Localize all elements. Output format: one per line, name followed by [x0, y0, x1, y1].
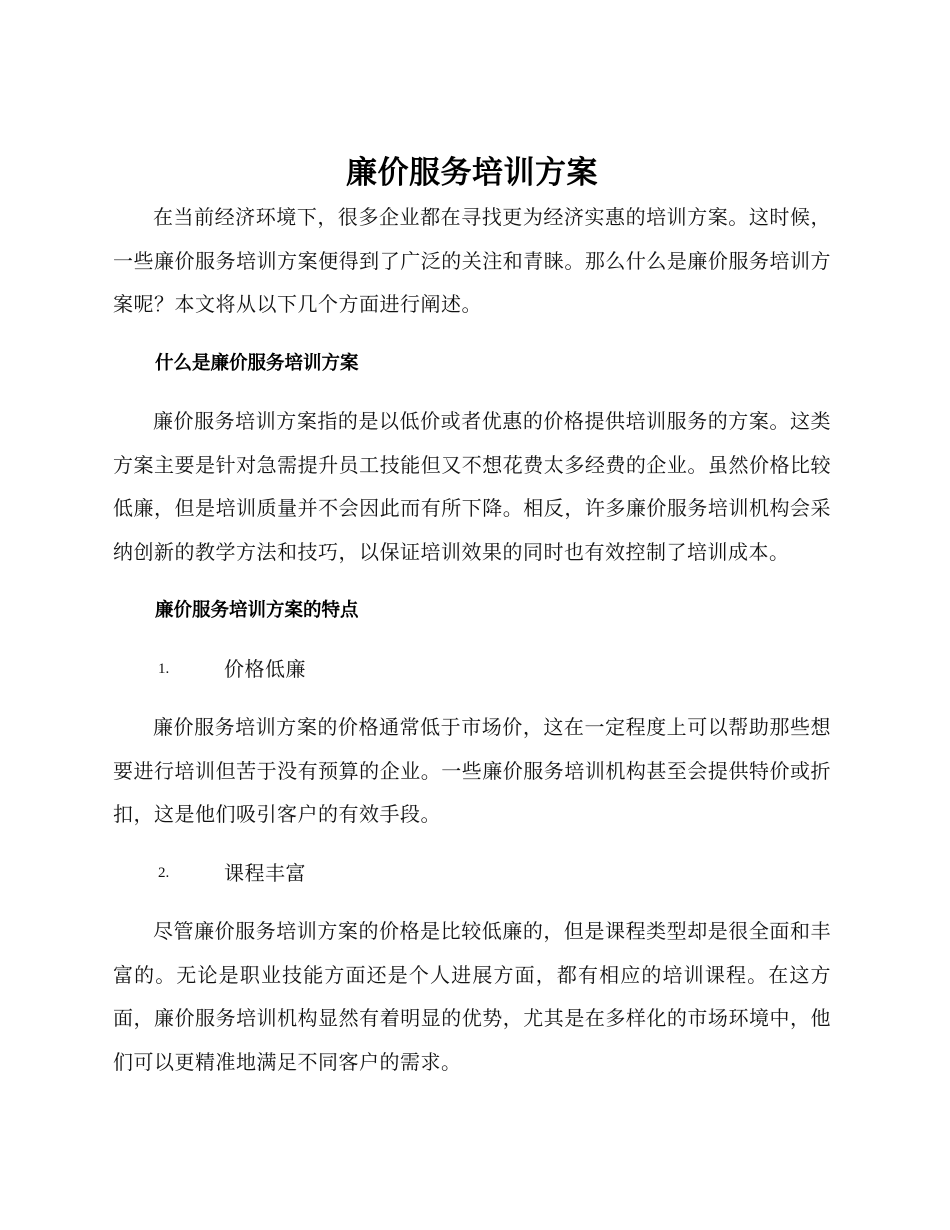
spacer — [113, 895, 831, 910]
list-body-courses: 尽管廉价服务培训方案的价格是比较低廉的，但是课程类型却是很全面和丰富的。无论是职业技能方面还是个人进展方面，都有相应的培训课程。在这方面，廉价服务培训机构显然有着明显的优势，尤其是在多样化的市场环境中，他们可以更精准地满足不同客户的需求。 — [113, 919, 831, 1074]
section-body-what-is: 廉价服务培训方案指的是以低价或者优惠的价格提供培训服务的方案。这类方案主要是针对急需提升员工技能但又不想花费太多经费的企业。虽然价格比较低廉，但是培训质量并不会因此而有所下降。相反，许多廉价服务培训机构会采纳创新的教学方法和技巧，以保证培训效果的同时也有效控制了培训成本。 — [113, 409, 831, 564]
list-number: 1. — [158, 660, 170, 677]
spacer — [113, 385, 831, 400]
section-heading-what-is: 什么是廉价服务培训方案 — [155, 352, 359, 374]
document-content — [113, 150, 831, 1084]
document-title: 廉价服务培训方案 — [346, 155, 598, 191]
spacer — [113, 691, 831, 706]
list-item-courses — [113, 852, 831, 896]
spacer — [113, 837, 831, 852]
list-label: 课程丰富 — [224, 860, 306, 885]
section-heading-features: 廉价服务培训方案的特点 — [155, 600, 359, 621]
spacer — [113, 633, 831, 648]
list-item-price — [113, 648, 831, 692]
list-body-price: 廉价服务培训方案的价格通常低于市场价，这在一定程度上可以帮助那些想要进行培训但苦于没有预算的企业。一些廉价服务培训机构甚至会提供特价或折扣，这是他们吸引客户的有效手段。 — [113, 715, 831, 826]
list-label: 价格低廉 — [224, 656, 306, 681]
spacer — [113, 574, 831, 589]
spacer — [113, 327, 831, 342]
intro-paragraph: 在当前经济环境下，很多企业都在寻找更为经济实惠的培训方案。这时候，一些廉价服务培训方案便得到了广泛的关注和青睐。那么什么是廉价服务培训方案呢？本文将从以下几个方面进行阐述。 — [113, 205, 831, 316]
list-number: 2. — [158, 864, 170, 881]
